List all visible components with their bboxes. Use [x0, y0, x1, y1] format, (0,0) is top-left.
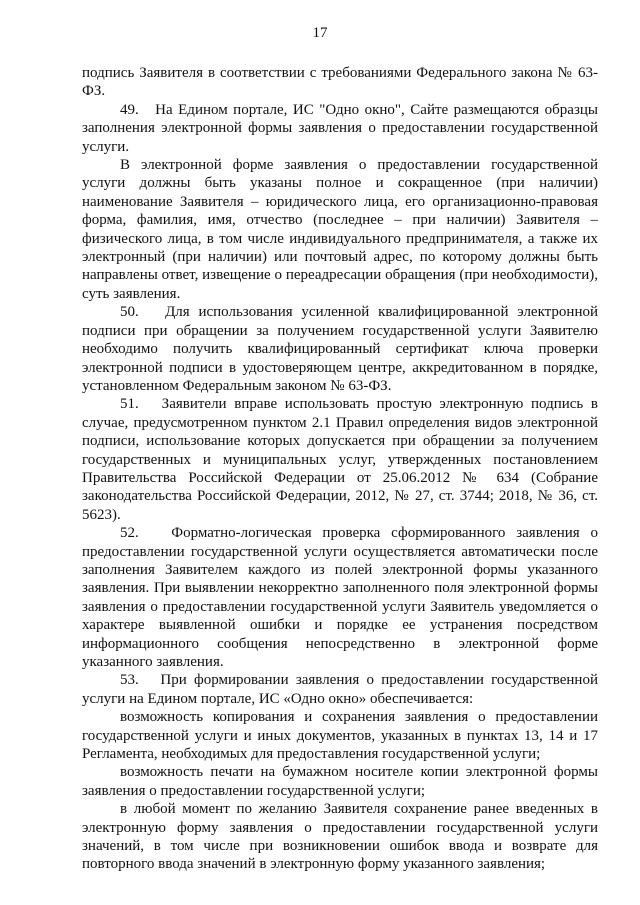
paragraph-53-save-values: в любой момент по желанию Заявителя сохранение ранее введенных в электронную форму заявления о предоставлении государственной услуги значений, в том числе при возникновении ошибок ввода и возврате для повторного ввода значений в электронную форму указанного заявления;	[82, 801, 598, 873]
paragraph-53-copy-save: возможность копирования и сохранения заявления о предоставлении государственной услуги и иных документов, указанных в пунктах 13, 14 и 17 Регламента, необходимых для предоставления государственной услуги;	[82, 709, 598, 763]
paragraph-50: 50. Для использования усиленной квалифицированной электронной подписи при обращении за получением государственной услуги Заявителю необходимо получить квалифицированный сертификат ключа проверки электронной подписи в удостоверяющем центре, аккредитованном в порядке, установленном Федеральным законом № 63-ФЗ.	[82, 304, 598, 394]
paragraph-form-requirements: В электронной форме заявления о предоставлении государственной услуги должны быть указаны полное и сокращенное (при наличии) наименование Заявителя – юридического лица, его организационно-правовая форма, фамилия, имя, отчество (последнее – при наличии) Заявителя – физического лица, в том числе индивидуального предпринимателя, а также их электронный (при наличии) или почтовый адрес, по которому должны быть направлены ответ, извещение о переадресации обращения (при необходимости), суть заявления.	[82, 157, 598, 302]
document-body	[82, 64, 598, 874]
paragraph-51: 51. Заявители вправе использовать простую электронную подпись в случае, предусмотренном пунктом 2.1 Правил определения видов электронной подписи, использование которых допускается при обращении за получением государственных и муниципальных услуг, утвержденных постановлением Правительства Российской Федерации от 25.06.2012 № 634 (Собрание законодательства Российской Федерации, 2012, № 27, ст. 3744; 2018, № 36, ст. 5623).	[82, 396, 598, 523]
page-number: 17	[312, 25, 328, 41]
paragraph-continuation: подпись Заявителя в соответствии с требованиями Федерального закона № 63-ФЗ.	[82, 65, 598, 100]
paragraph-53-print: возможность печати на бумажном носителе копии электронной формы заявления о предоставлении государственной услуги;	[82, 764, 598, 799]
paragraph-53: 53. При формировании заявления о предоставлении государственной услуги на Едином портале, ИС «Одно окно» обеспечивается:	[82, 672, 598, 707]
paragraph-52: 52. Форматно-логическая проверка сформированного заявления о предоставлении государственной услуги осуществляется автоматически после заполнения Заявителем каждого из полей электронной формы указанного заявления. При выявлении некорректно заполненного поля электронной формы заявления о предоставлении государственной услуги Заявитель уведомляется о характере выявленной ошибки и порядке ее устранения посредством информационного сообщения непосредственно в электронной форме указанного заявления.	[82, 525, 598, 670]
paragraph-49: 49. На Едином портале, ИС "Одно окно", Сайте размещаются образцы заполнения электронной формы заявления о предоставлении государственной услуги.	[82, 101, 598, 155]
